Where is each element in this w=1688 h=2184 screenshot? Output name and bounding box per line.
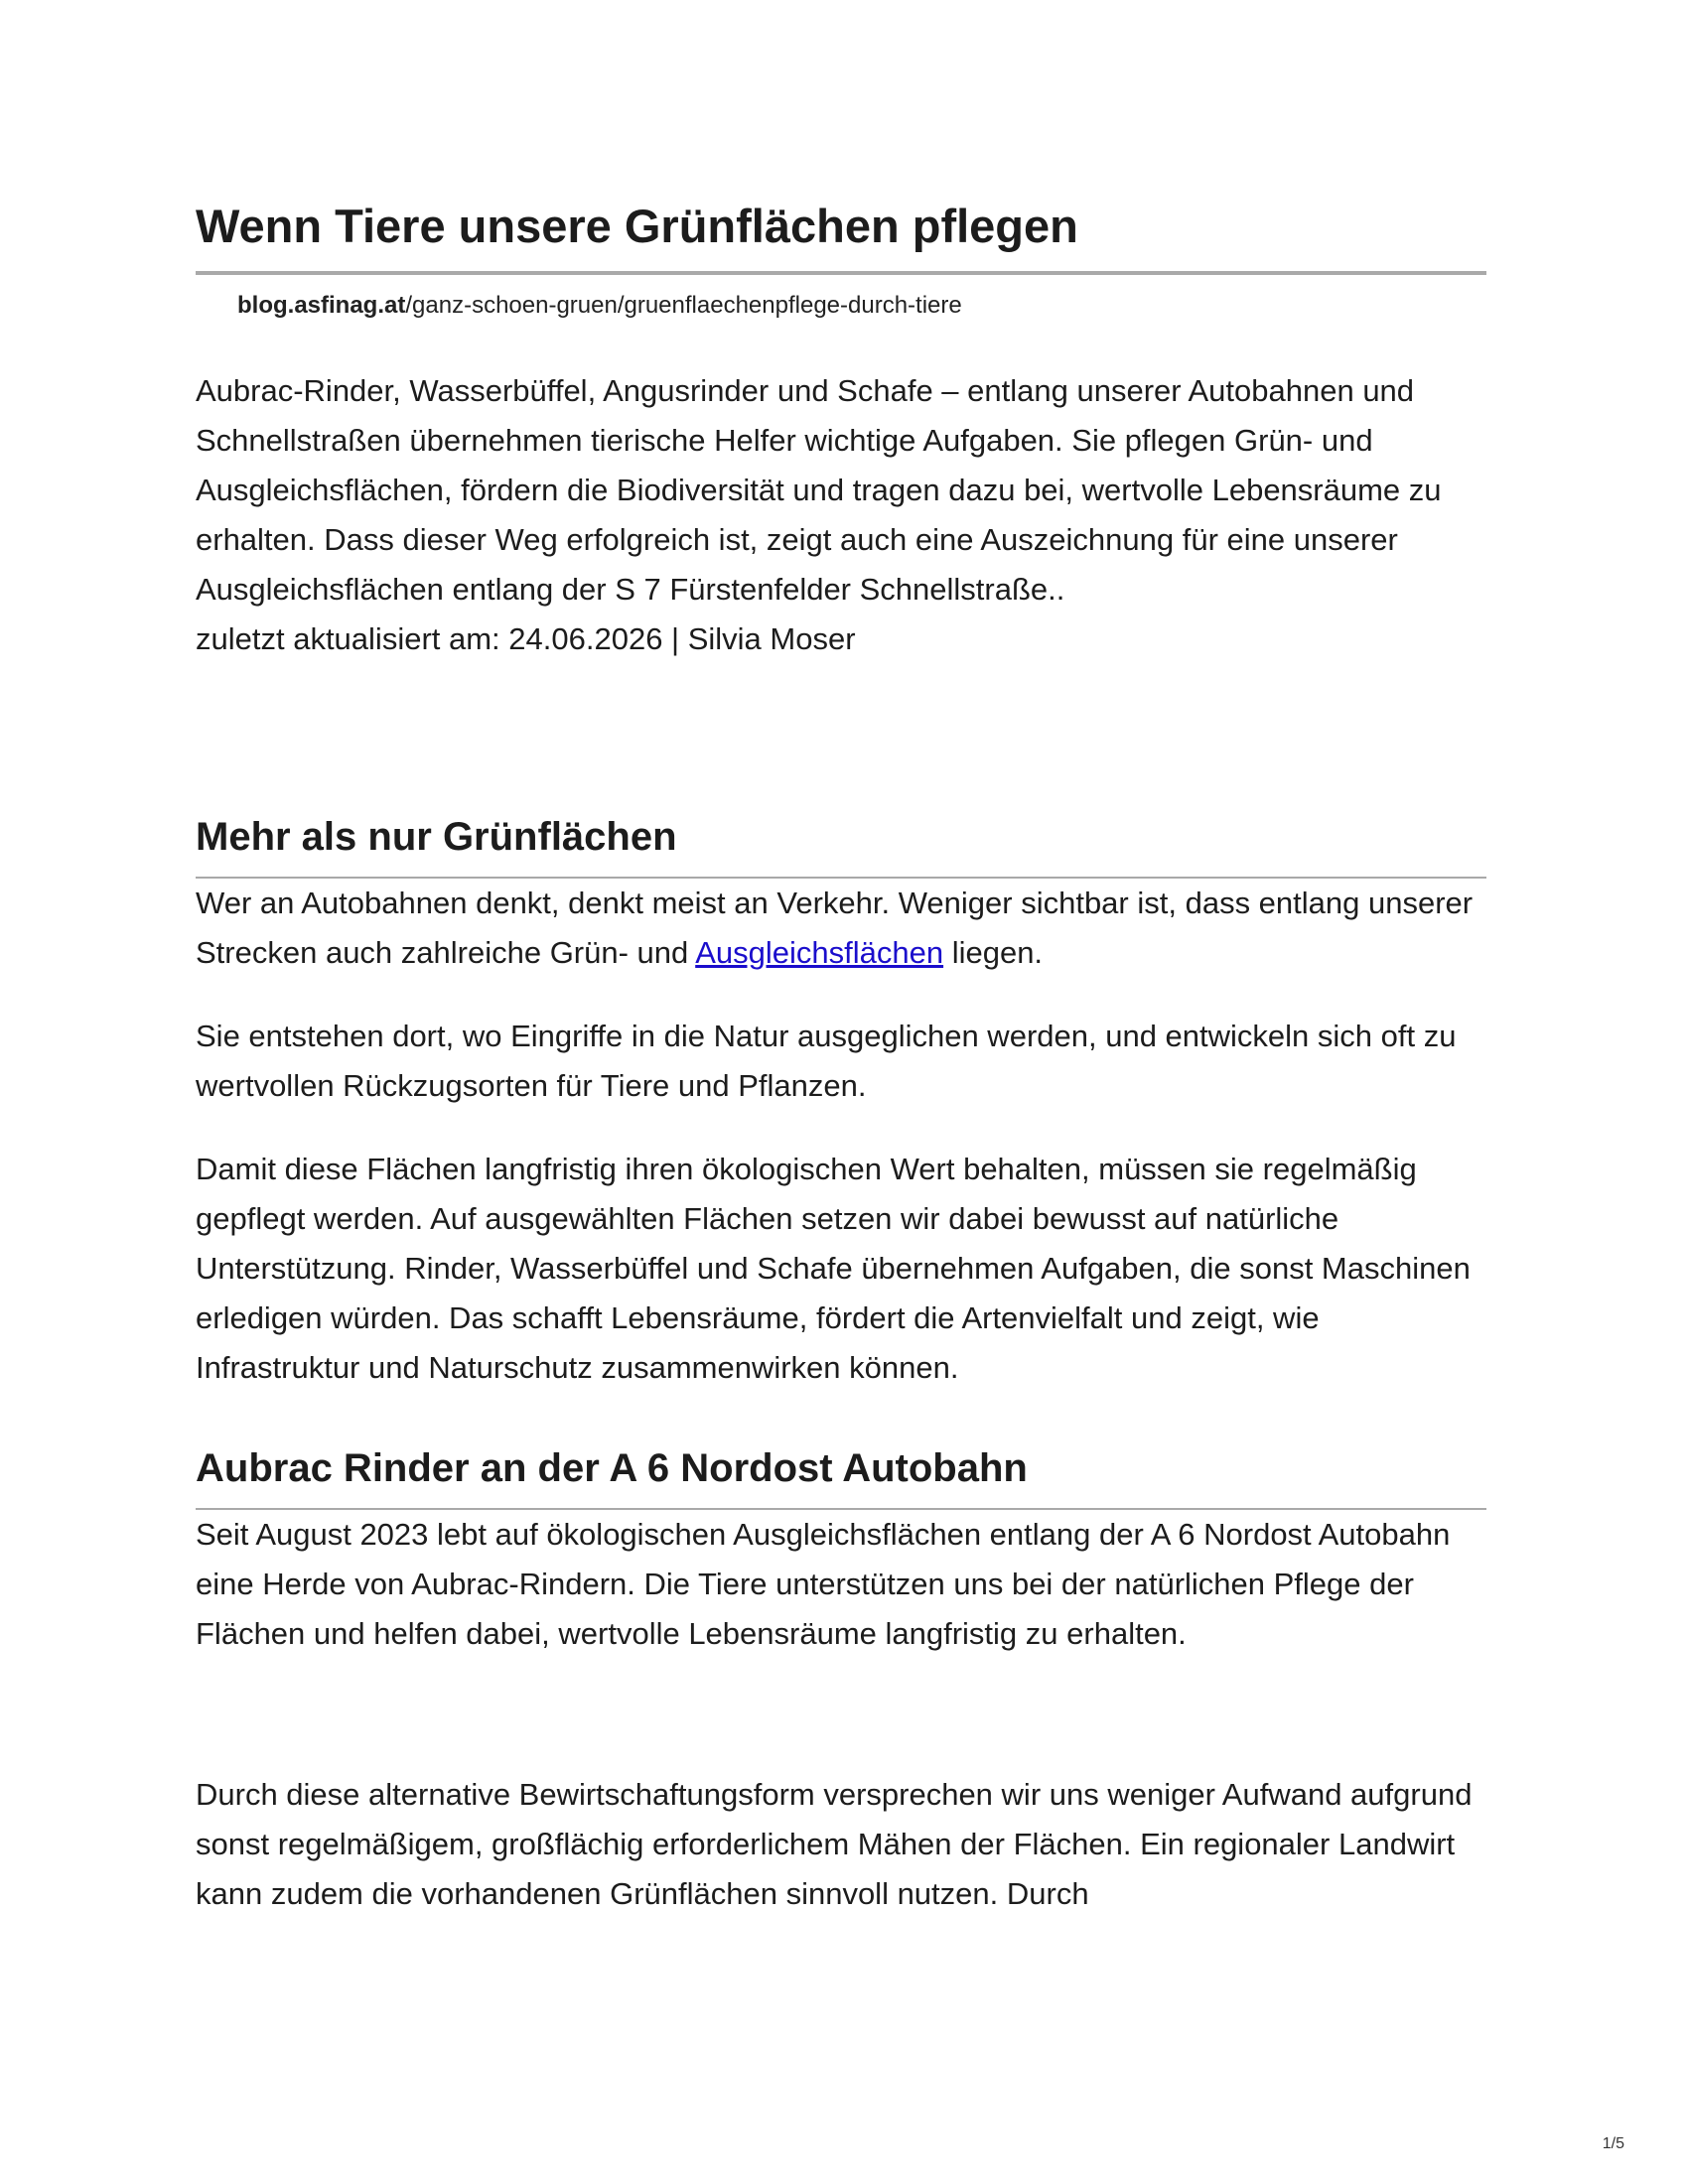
source-url: [237, 289, 1486, 323]
section-heading-aubrac-rinder: Aubrac Rinder an der A 6 Nordost Autobahn: [196, 1440, 1486, 1510]
section1-paragraph-2: Sie entstehen dort, wo Eingriffe in die Natur ausgeglichen werden, und entwickeln sich oft zu wertvollen Rückzugsorten für Tiere und Pflanzen.: [196, 1019, 1457, 1103]
page-title: Wenn Tiere unsere Grünflächen pflegen: [196, 194, 1486, 275]
section2-paragraph-1: Seit August 2023 lebt auf ökologischen Ausgleichsflächen entlang der A 6 Nordost Autobahn eine Herde von Aubrac-Rindern. Die Tiere unterstützen uns bei der natürlichen Pflege der Flächen und helfen dabei, wertvolle Lebensräume langfristig zu erhalten.: [196, 1517, 1451, 1651]
section-heading-gruenflaechen: Mehr als nur Grünflächen: [196, 809, 1486, 879]
section1-paragraph-1: [196, 879, 1486, 978]
source-domain: blog.asfinag.at: [237, 292, 406, 319]
ausgleichsflaechen-link[interactable]: Ausgleichsflächen: [695, 935, 944, 970]
section1-paragraph-3: Damit diese Flächen langfristig ihren ökologischen Wert behalten, müssen sie regelmäßig gepflegt werden. Auf ausgewählten Flächen setzen wir dabei bewusst auf natürliche Unterstützung. Rinder, Wasserbüffel und Schafe übernehmen Aufgaben, die sonst Maschinen erledigen würden. Das schafft Lebensräume, fördert die Artenvielfalt und zeigt, wie Infrastruktur und Naturschutz zusammenwirken können.: [196, 1152, 1471, 1385]
article: [196, 194, 1486, 1919]
section2-paragraph-2: Durch diese alternative Bewirtschaftungsform versprechen wir uns weniger Aufwand aufgrund sonst regelmäßigem, großflächig erforderlichem Mähen der Flächen. Ein regionaler Landwirt kann zudem die vorhandenen Grünflächen sinnvoll nutzen. Durch: [196, 1777, 1473, 1911]
lead-paragraph: Aubrac-Rinder, Wasserbüffel, Angusrinder und Schafe – entlang unserer Autobahnen und Schnellstraßen übernehmen tierische Helfer wichtige Aufgaben. Sie pflegen Grün- und Ausgleichsflächen, fördern die Biodiversität und tragen dazu bei, wertvolle Lebensräume zu erhalten. Dass dieser Weg erfolgreich ist, zeigt auch eine Auszeichnung für eine unserer Ausgleichsflächen entlang der S 7 Fürstenfelder Schnellstraße..: [196, 373, 1442, 607]
source-path: /ganz-schoen-gruen/gruenflaechenpflege-durch-tiere: [405, 292, 962, 319]
page-number: 1/5: [1602, 2135, 1624, 2152]
article-meta: zuletzt aktualisiert am: 24.06.2026 | Silvia Moser: [196, 621, 856, 656]
section1-p1-text-after: liegen.: [943, 935, 1044, 970]
section1-p1-text-before: Wer an Autobahnen denkt, denkt meist an Verkehr. Weniger sichtbar ist, dass entlang unserer Strecken auch zahlreiche Grün- und: [196, 886, 1474, 970]
